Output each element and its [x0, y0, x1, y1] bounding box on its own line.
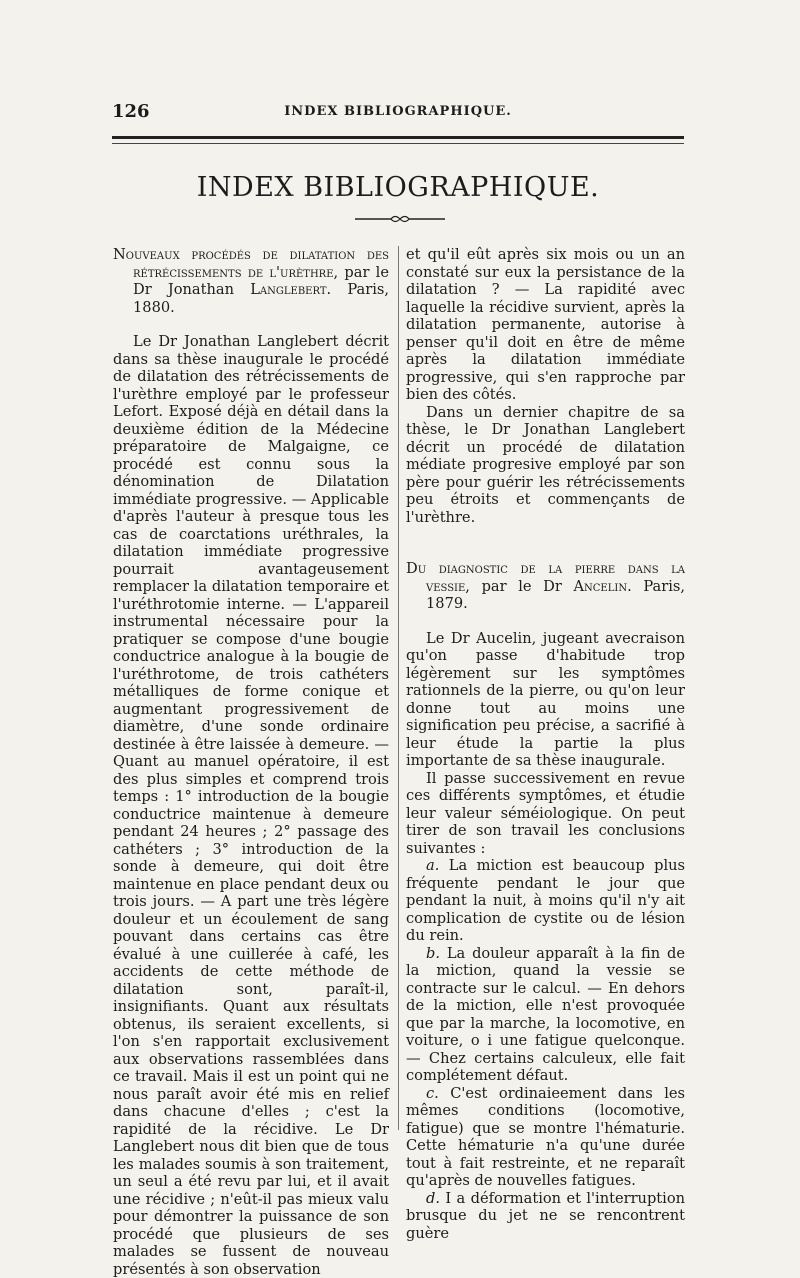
item-d-text: I a déformation et l'interruption brusque du jet ne se rencontrent guère: [406, 1189, 685, 1242]
item-c-label: c.: [426, 1084, 439, 1102]
entry-1-paragraph-1-continued: et qu'il eût après six mois ou un an constaté sur eux la persistance de la dilatation ? — La rapidité avec laquelle la récidive survient, après la dilatation permanente, autorise à penser qu'il doit en être de même après la dilatation immédiate progressive, qui s'en rapproche par bien des côtés.: [406, 246, 685, 403]
ornament-divider-icon: [355, 214, 445, 224]
running-title: INDEX BIBLIOGRAPHIQUE.: [284, 104, 512, 119]
entry-2-paragraph-1: Le Dr Aucelin, jugeant avecraison qu'on passe d'habitude trop légèrement sur les symptômes rationnels de la pierre, ou qu'on leur donne tout au moins une signification peu précise, a sacrifié à leur étude la partie la plus importante de sa thèse inaugurale.: [406, 629, 685, 769]
item-c-text: C'est ordinaieement dans les mêmes conditions (locomotive, fatigue) que se montre l'hématurie. Cette hématurie n'a qu'une durée tout à fait restreinte, et ne reparaît qu'après de nouvelles fatigues.: [406, 1084, 685, 1189]
entry-2-place-date: . Paris, 1879.: [426, 577, 685, 612]
column-divider: [398, 246, 399, 1130]
column-right: [406, 246, 685, 1242]
entry-1-author: Langlebert: [250, 281, 327, 298]
entry-2-item-b: [406, 945, 685, 1085]
header-rule-thick: [112, 136, 684, 139]
entry-2-item-d: [406, 1190, 685, 1243]
entry-1-author-prefix: par le Dr Jonathan: [133, 263, 389, 298]
item-d-label: d.: [426, 1189, 440, 1207]
item-b-label: b.: [426, 944, 440, 962]
item-a-label: a.: [426, 857, 440, 874]
entry-2-author-prefix: par le Dr: [469, 577, 574, 595]
section-title: INDEX BIBLIOGRAPHIQUE.: [196, 172, 600, 203]
page-header: [112, 101, 684, 125]
entry-1-paragraph-2: Dans un dernier chapitre de sa thèse, le Dr Jonathan Langlebert décrit un procédé de dilatation médiate progresive employé par son père pour guérir les rétrécissements peu étroits et commençants de l'urèthre.: [406, 403, 685, 526]
column-left: [113, 246, 389, 1278]
entry-1-title: Nouveaux procédés de dilatation des rétrécissements de l'urèthre,: [113, 246, 389, 281]
page-number: 126: [112, 101, 150, 122]
entry-1-place-date: . Paris, 1880.: [133, 281, 389, 316]
item-b-text: La douleur apparaît à la fin de la miction, quand la vessie se contracte sur le calcul. — En dehors de la miction, elle n'est provoquée que par la marche, la locomotive, en voiture, o i une fatigue quelconque. — Chez certains calculeux, elle fait complétement défaut.: [406, 944, 685, 1084]
entry-2-item-c: [406, 1085, 685, 1190]
entry-2-heading: [406, 560, 685, 613]
entry-2-paragraph-2: Il passe successivement en revue ces différents symptômes, et étudie leur valeur séméiologique. On peut tirer de son travail les conclusions suivantes :: [406, 769, 685, 857]
header-rule-thin: [112, 143, 684, 144]
entry-2-item-a: [406, 857, 685, 945]
item-a-text: La miction est beaucoup plus fréquente pendant le jour que pendant la nuit, à moins qu'il n'y ait complication de cystite ou de lésion du rein.: [406, 857, 685, 944]
entry-2-author: Ancelin: [573, 577, 628, 595]
entry-2-title: Du diagnostic de la pierre dans la vessie,: [406, 560, 685, 595]
entry-1-paragraph-1: Le Dr Jonathan Langlebert décrit dans sa thèse inaugurale le procédé de dilatation des rétrécissements de l'urèthre employé par le professeur Lefort. Exposé déjà en détail dans la deuxième édition de la Médecine préparatoire de Malgaigne, ce procédé est connu sous la dénomination de Dilatation immédiate progressive. — Applicable d'après l'auteur à presque tous les cas de coarctations uréthrales, la dilatation immédiate progressive pourrait avantageusement remplacer la dilatation temporaire et l'uréthrotomie interne. — L'appareil instrumental nécessaire pour la pratiquer se compose d'une bougie conductrice analogue à la bougie de l'uréthrotome, de trois cathéters métalliques de forme conique et augmentant progressivement de diamètre, d'une sonde ordinaire destinée à être laissée à demeure. — Quant au manuel opératoire, il est des plus simples et comprend trois temps : 1° introduction de la bougie conductrice maintenue à demeure pendant 24 heures ; 2° passage des cathéters ; 3° introduction de la sonde à demeure, qui doit être maintenue en place pendant deux ou trois jours. — A part une très légère douleur et un écoulement de sang pouvant dans certains cas être évalué à une cuillerée à café, les accidents de cette méthode de dilatation sont, paraît-il, insignifiants. Quant aux résultats obtenus, ils seraient excellents, si l'on s'en rapportait exclusivement aux observations rassemblées dans ce travail. Mais il est un point qui ne nous paraît avoir été mis en relief dans chacune d'elles ; c'est la rapidité de la récidive. Le Dr Langlebert nous dit bien que de tous les malades soumis à son traitement, un seul a été revu par lui, et il avait une récidive ; n'eût-il pas mieux valu pour démontrer la puissance de son procédé que plusieurs de ses malades se fussent de nouveau présentés à son observation: [113, 333, 390, 1278]
entry-1-heading: [113, 246, 389, 316]
